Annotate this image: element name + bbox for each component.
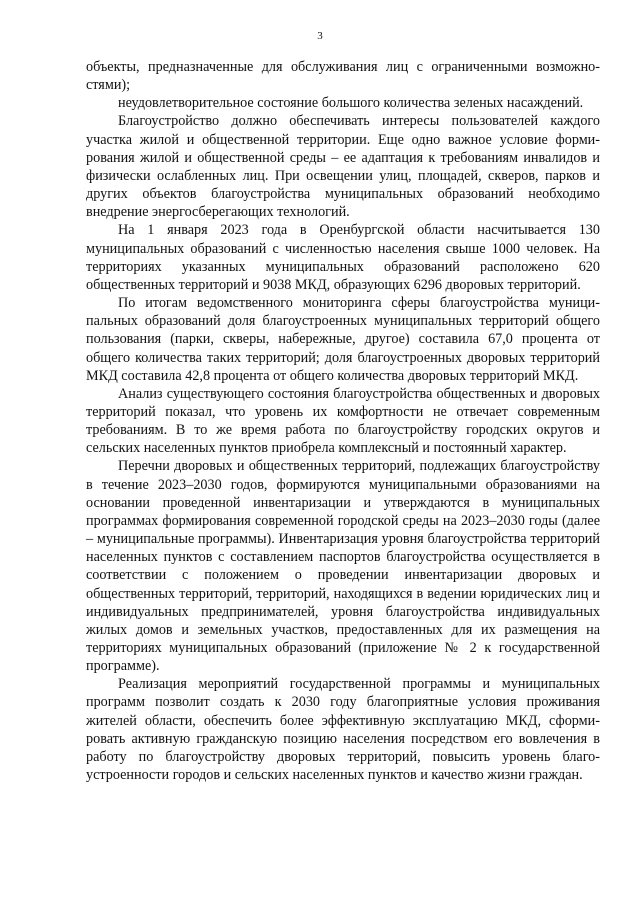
paragraph-program-implementation: Реализация мероприятий государственной программы и муниципальных программ позволит создать к 2030 году благоприятные условия проживания жителей области, обеспечить более эффективную эксплуатацию МКД, сформировать активную гражданскую позицию населения посредством его вовлечения в работу по благоустройству дворовых территорий, повысить уровень благоустроенности городов и сельских населенных пунктов и качество жизни граждан. bbox=[86, 676, 600, 784]
page-number: 3 bbox=[317, 30, 323, 42]
paragraph-monitoring-results: По итогам ведомственного мониторинга сферы благоустройства муниципальных образований доля благоустроенных муниципальных территорий общего пользования (парки, скверы, набережные, другое) составила 67,0 процента от общего количества таких территорий; доля благоустроенных дворовых территорий МКД составила 42,8 процента от общего количества дворовых территорий МКД. bbox=[86, 295, 600, 384]
paragraph-analysis: Анализ существующего состояния благоустройства общественных и дворовых территорий показал, что уровень их комфортности не отвечает современным требованиям. В то же время работа по благоустройству городских округов и сельских населенных пунктов приобрела комплексный и постоянный характер. bbox=[86, 385, 600, 457]
document-body bbox=[86, 58, 600, 784]
paragraph-municipalities-count: На 1 января 2023 года в Оренбургской области насчитывается 130 муниципальных образований с численностью населения свыше 1000 человек. На территориях указанных муниципальных образований расположено 620 общественных территорий и 9038 МКД, образующих 6296 дворовых территорий. bbox=[86, 222, 600, 293]
paragraph-objects-for-disabled: объекты, предназначенные для обслуживания лиц с ограниченными возможностями); bbox=[86, 59, 600, 94]
paragraph-green-spaces: неудовлетворительное состояние большого количества зеленых насаждений. bbox=[118, 95, 584, 112]
paragraph-improvement-interests: Благоустройство должно обеспечивать интересы пользователей каждого участка жилой и общественной территории. Еще одно важное условие формирования жилой и общественной среды – ее адаптация к требованиям инвалидов и физически ослабленных лиц. При освещении улиц, площадей, скверов, парков и других объектов благоустройства муниципальных образований необходимо внедрение энергосберегающих технологий. bbox=[86, 113, 600, 221]
paragraph-territory-lists: Перечни дворовых и общественных территорий, подлежащих благоустройству в течение 2023–2030 годов, формируются муниципальными образованиями на основании проведенной инвентаризации и утверждаются в муниципальных программах формирования современной городской среды на 2023–2030 годы (далее – муниципальные программы). Инвентаризация уровня благоустройства территорий населенных пунктов с составлением паспортов благоустройства осуществляется в соответствии с положением о проведении инвентаризации дворовых и общественных территорий, территорий, находящихся в ведении юридических лиц и индивидуальных предпринимателей, уровня благоустройства индивидуальных жилых домов и земельных участков, предоставленных для их размещения на территориях муниципальных образований (приложение № 2 к государственной программе). bbox=[86, 458, 600, 675]
